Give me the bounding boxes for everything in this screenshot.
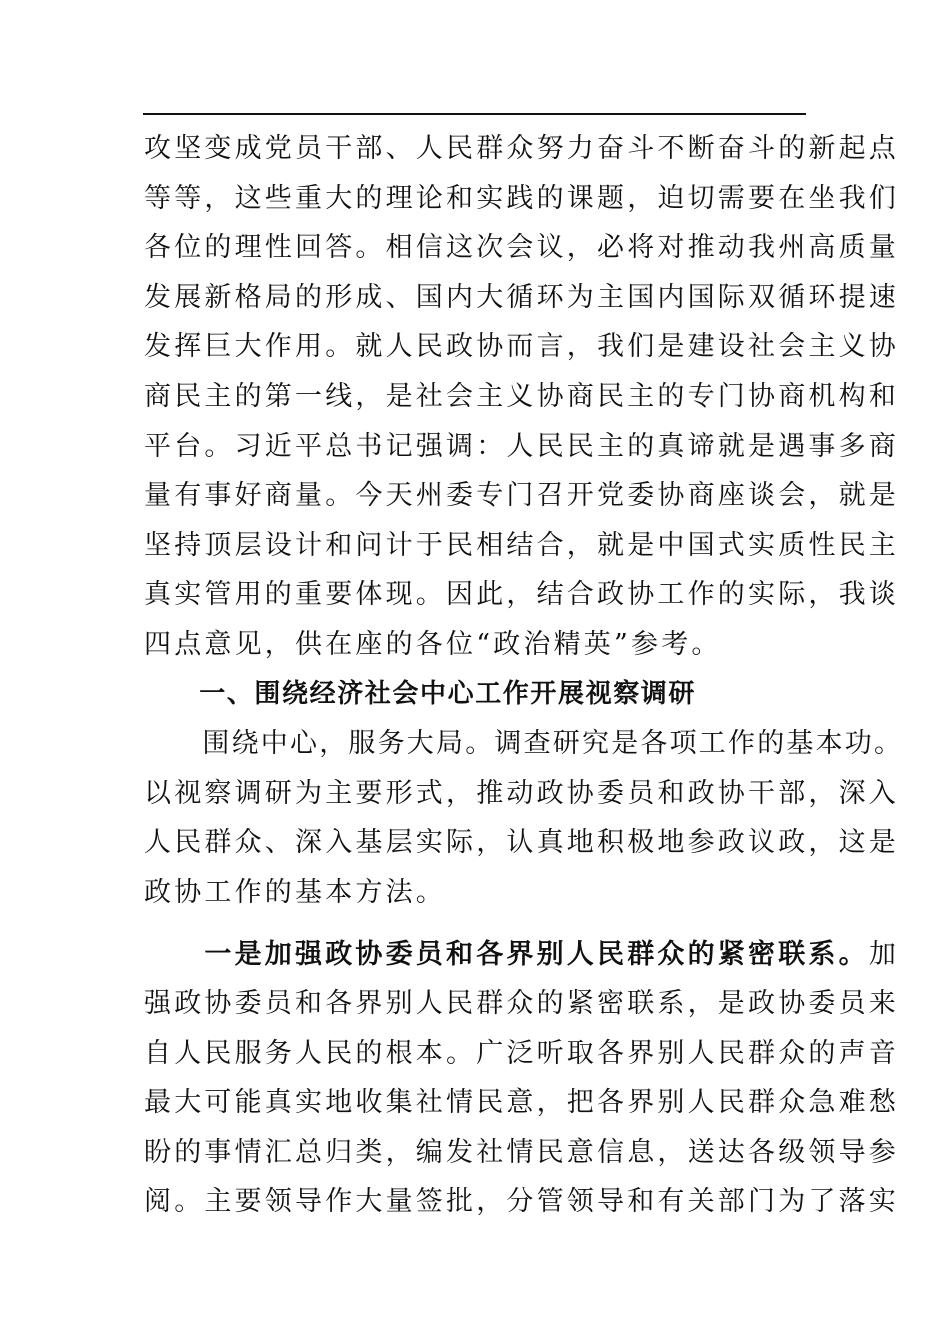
text-line: 围绕中心，服务大局。调查研究是各项工作的基本功。 bbox=[144, 728, 904, 760]
text-line: 盼的事情汇总归类，编发社情民意信息，送达各级领导参 bbox=[144, 1136, 899, 1168]
sub-lead-line bbox=[144, 930, 900, 980]
header-rule bbox=[143, 113, 806, 115]
section-heading: 一、围绕经济社会中心工作开展视察调研 bbox=[144, 678, 697, 709]
text-line: 各位的理性回答。相信这次会议，必将对推动我州高质量 bbox=[144, 232, 899, 264]
text-line: 坚持顶层设计和问计于民相结合，就是中国式实质性民主 bbox=[144, 529, 899, 561]
text-line: 阅。主要领导作大量签批，分管领导和有关部门为了落实 bbox=[144, 1186, 899, 1218]
text-line: 攻坚变成党员干部、人民群众努力奋斗不断奋斗的新起点 bbox=[144, 133, 899, 164]
text-line: 量有事好商量。今天州委专门召开党委协商座谈会，就是 bbox=[144, 480, 899, 512]
paragraph-gap bbox=[144, 918, 824, 930]
text-line: 发展新格局的形成、国内大循环为主国内国际双循环提速 bbox=[144, 281, 899, 313]
sub-lead-rest: 加 bbox=[868, 938, 900, 970]
text-line: 平台。习近平总书记强调：人民民主的真谛就是遇事多商 bbox=[144, 430, 899, 462]
text-line: 人民群众、深入基层实际，认真地积极地参政议政，这是 bbox=[144, 827, 899, 859]
text-line: 政协工作的基本方法。 bbox=[144, 876, 446, 908]
text-line: 最大可能真实地收集社情民意，把各界别人民群众急难愁 bbox=[144, 1087, 899, 1119]
text-line: 真实管用的重要体现。因此，结合政协工作的实际，我谈 bbox=[144, 579, 899, 611]
text-line: 以视察调研为主要形式，推动政协委员和政协干部，深入 bbox=[144, 777, 899, 809]
text-line: 商民主的第一线，是社会主义协商民主的专门协商机构和 bbox=[144, 380, 899, 412]
text-line: 自人民服务人民的根本。广泛听取各界别人民群众的声音 bbox=[144, 1037, 899, 1069]
text-line: 等等，这些重大的理论和实践的课题，迫切需要在坐我们 bbox=[144, 182, 899, 214]
sub-lead-text: 一是加强政协委员和各界别人民群众的紧密联系。 bbox=[144, 938, 869, 970]
text-line: 四点意见，供在座的各位“政治精英”参考。 bbox=[144, 628, 722, 660]
text-line: 发挥巨大作用。就人民政协而言，我们是建设社会主义协 bbox=[144, 331, 899, 363]
text-line: 强政协委员和各界别人民群众的紧密联系，是政协委员来 bbox=[144, 988, 899, 1020]
document-body bbox=[144, 124, 904, 1227]
